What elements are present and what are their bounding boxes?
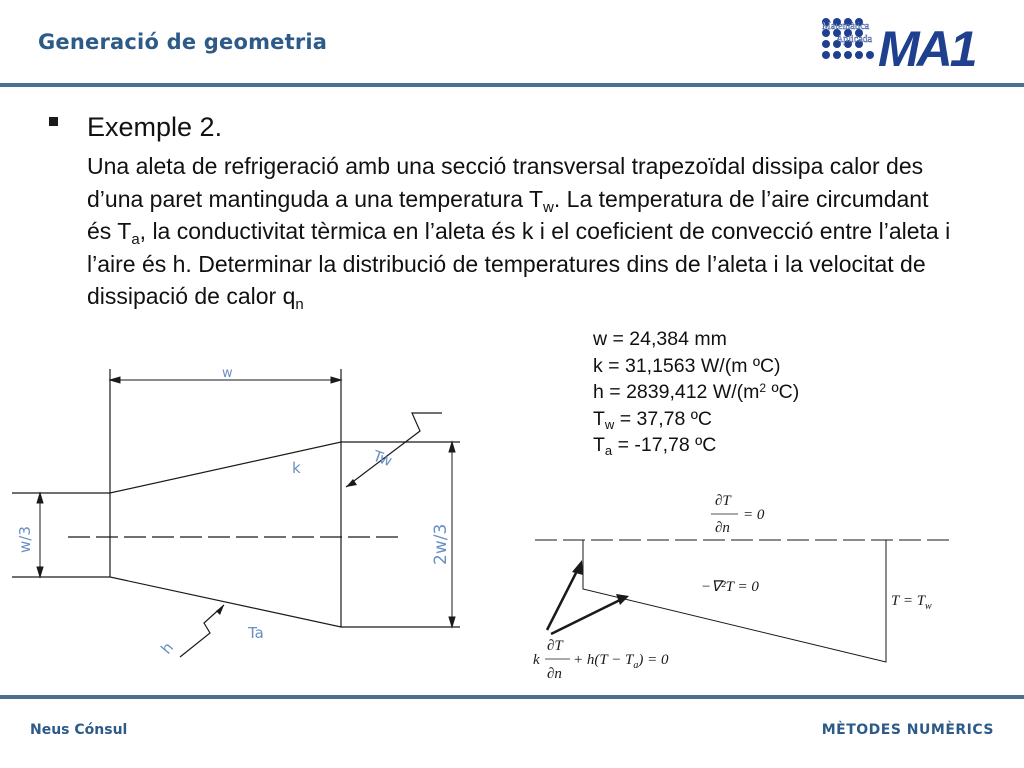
label-h: h <box>157 638 178 658</box>
problem-text-part-2: . La temperatura de l’aire circumdant és T <box>87 185 929 244</box>
parameter-list <box>593 326 799 459</box>
logo-word-aplicada: Aplicada <box>836 34 873 45</box>
label-ta: Ta <box>248 624 264 642</box>
problem-sub-a: a <box>131 231 140 248</box>
eq-dirichlet-sub: w <box>925 601 932 612</box>
label-2w3: 2w/3 <box>431 523 451 565</box>
footer-divider <box>0 695 1024 699</box>
footer-author: Neus Cónsul <box>30 722 128 738</box>
eq-dirichlet-lhs: T = T <box>891 593 926 609</box>
dim-w3-arrow-top <box>37 493 43 503</box>
problem-text-part-1: Una aleta de refrigeració amb una secció transversal trapezoïdal dissipa calor des d’una paret mantinguda a una temperatura T <box>87 153 924 212</box>
eq-robin-rest-text: + h(T − T <box>573 652 634 668</box>
bc-arrow-left-shaft <box>547 567 579 630</box>
param-w: w = 24,384 mm <box>593 328 727 350</box>
eq-robin-k: k <box>533 652 540 668</box>
param-ta <box>593 432 799 459</box>
problem-sub-w: w <box>543 198 554 216</box>
eq-dirichlet <box>891 593 932 612</box>
param-tw <box>593 406 799 433</box>
ma1-logo <box>818 14 998 74</box>
eq-laplace: −∇²T = 0 <box>701 579 759 595</box>
example-heading: Exemple 2. <box>87 112 223 142</box>
param-tw-value: = 37,78 ºC <box>614 407 712 430</box>
label-tw: Tw <box>370 446 395 471</box>
problem-sub-n: n <box>295 296 304 313</box>
param-h <box>593 379 799 406</box>
eq-neumann-numerator: ∂T <box>715 493 731 509</box>
eq-robin-denominator: ∂n <box>547 666 562 682</box>
dim-w3-arrow-bottom <box>37 567 43 577</box>
dim-2w3-arrow-top <box>449 442 455 452</box>
footer-course: MÈTODES NUMÈRICS <box>821 722 994 738</box>
eq-robin-numerator: ∂T <box>547 638 563 654</box>
problem-statement <box>87 150 957 313</box>
param-tw-symbol: T <box>593 407 605 430</box>
page-title: Generació de geometria <box>38 30 328 54</box>
param-h-prefix: h = 2839,412 W/(m <box>593 381 760 403</box>
fin-geometry-diagram <box>0 355 470 685</box>
dim-2w3-arrow-bottom <box>449 617 455 627</box>
eq-robin-end: ) = 0 <box>638 652 669 668</box>
label-k: k <box>292 459 301 477</box>
label-w3: w/3 <box>16 526 34 553</box>
param-ta-value: = -17,78 ºC <box>612 434 717 456</box>
param-h-sup: 2 <box>759 381 767 395</box>
param-tw-sub: w <box>604 416 615 432</box>
eq-robin-sub: a <box>633 660 639 671</box>
logo-mark: MA1 <box>878 21 975 74</box>
param-ta-sub: a <box>604 443 613 458</box>
eq-neumann-rhs: = 0 <box>743 507 765 523</box>
dim-w-arrow-right <box>331 377 341 383</box>
bc-domain-outline <box>583 540 886 662</box>
label-w: w <box>222 366 233 381</box>
bc-arrow-bottom-shaft <box>551 599 622 634</box>
boundary-conditions-diagram <box>525 482 965 687</box>
logo-word-matematica: Matemàtica <box>822 21 870 32</box>
param-h-suffix: ºC) <box>766 381 800 403</box>
param-ta-symbol: T <box>593 434 605 456</box>
convection-bottom-leader <box>180 605 224 657</box>
header-divider <box>0 83 1024 87</box>
param-k: k = 31,1563 W/(m ºC) <box>593 354 781 377</box>
problem-text-part-3: , la conductivitat tèrmica en l’aleta és k i el coeficient de convecció entre l’aleta i l’aire és h. Determinar la distribució de temperatures dins de l’aleta i la velocitat de dissipació de calor q <box>87 218 951 309</box>
bullet-square-icon <box>49 117 58 126</box>
fin-outline <box>110 369 341 627</box>
convection-tip-leader <box>346 413 442 487</box>
dim-w-arrow-left <box>110 377 120 383</box>
bc-arrow-left-head <box>572 560 583 575</box>
convection-bottom-arrowhead <box>216 605 224 615</box>
eq-neumann-denominator: ∂n <box>715 520 730 536</box>
eq-robin-rest <box>573 652 669 671</box>
